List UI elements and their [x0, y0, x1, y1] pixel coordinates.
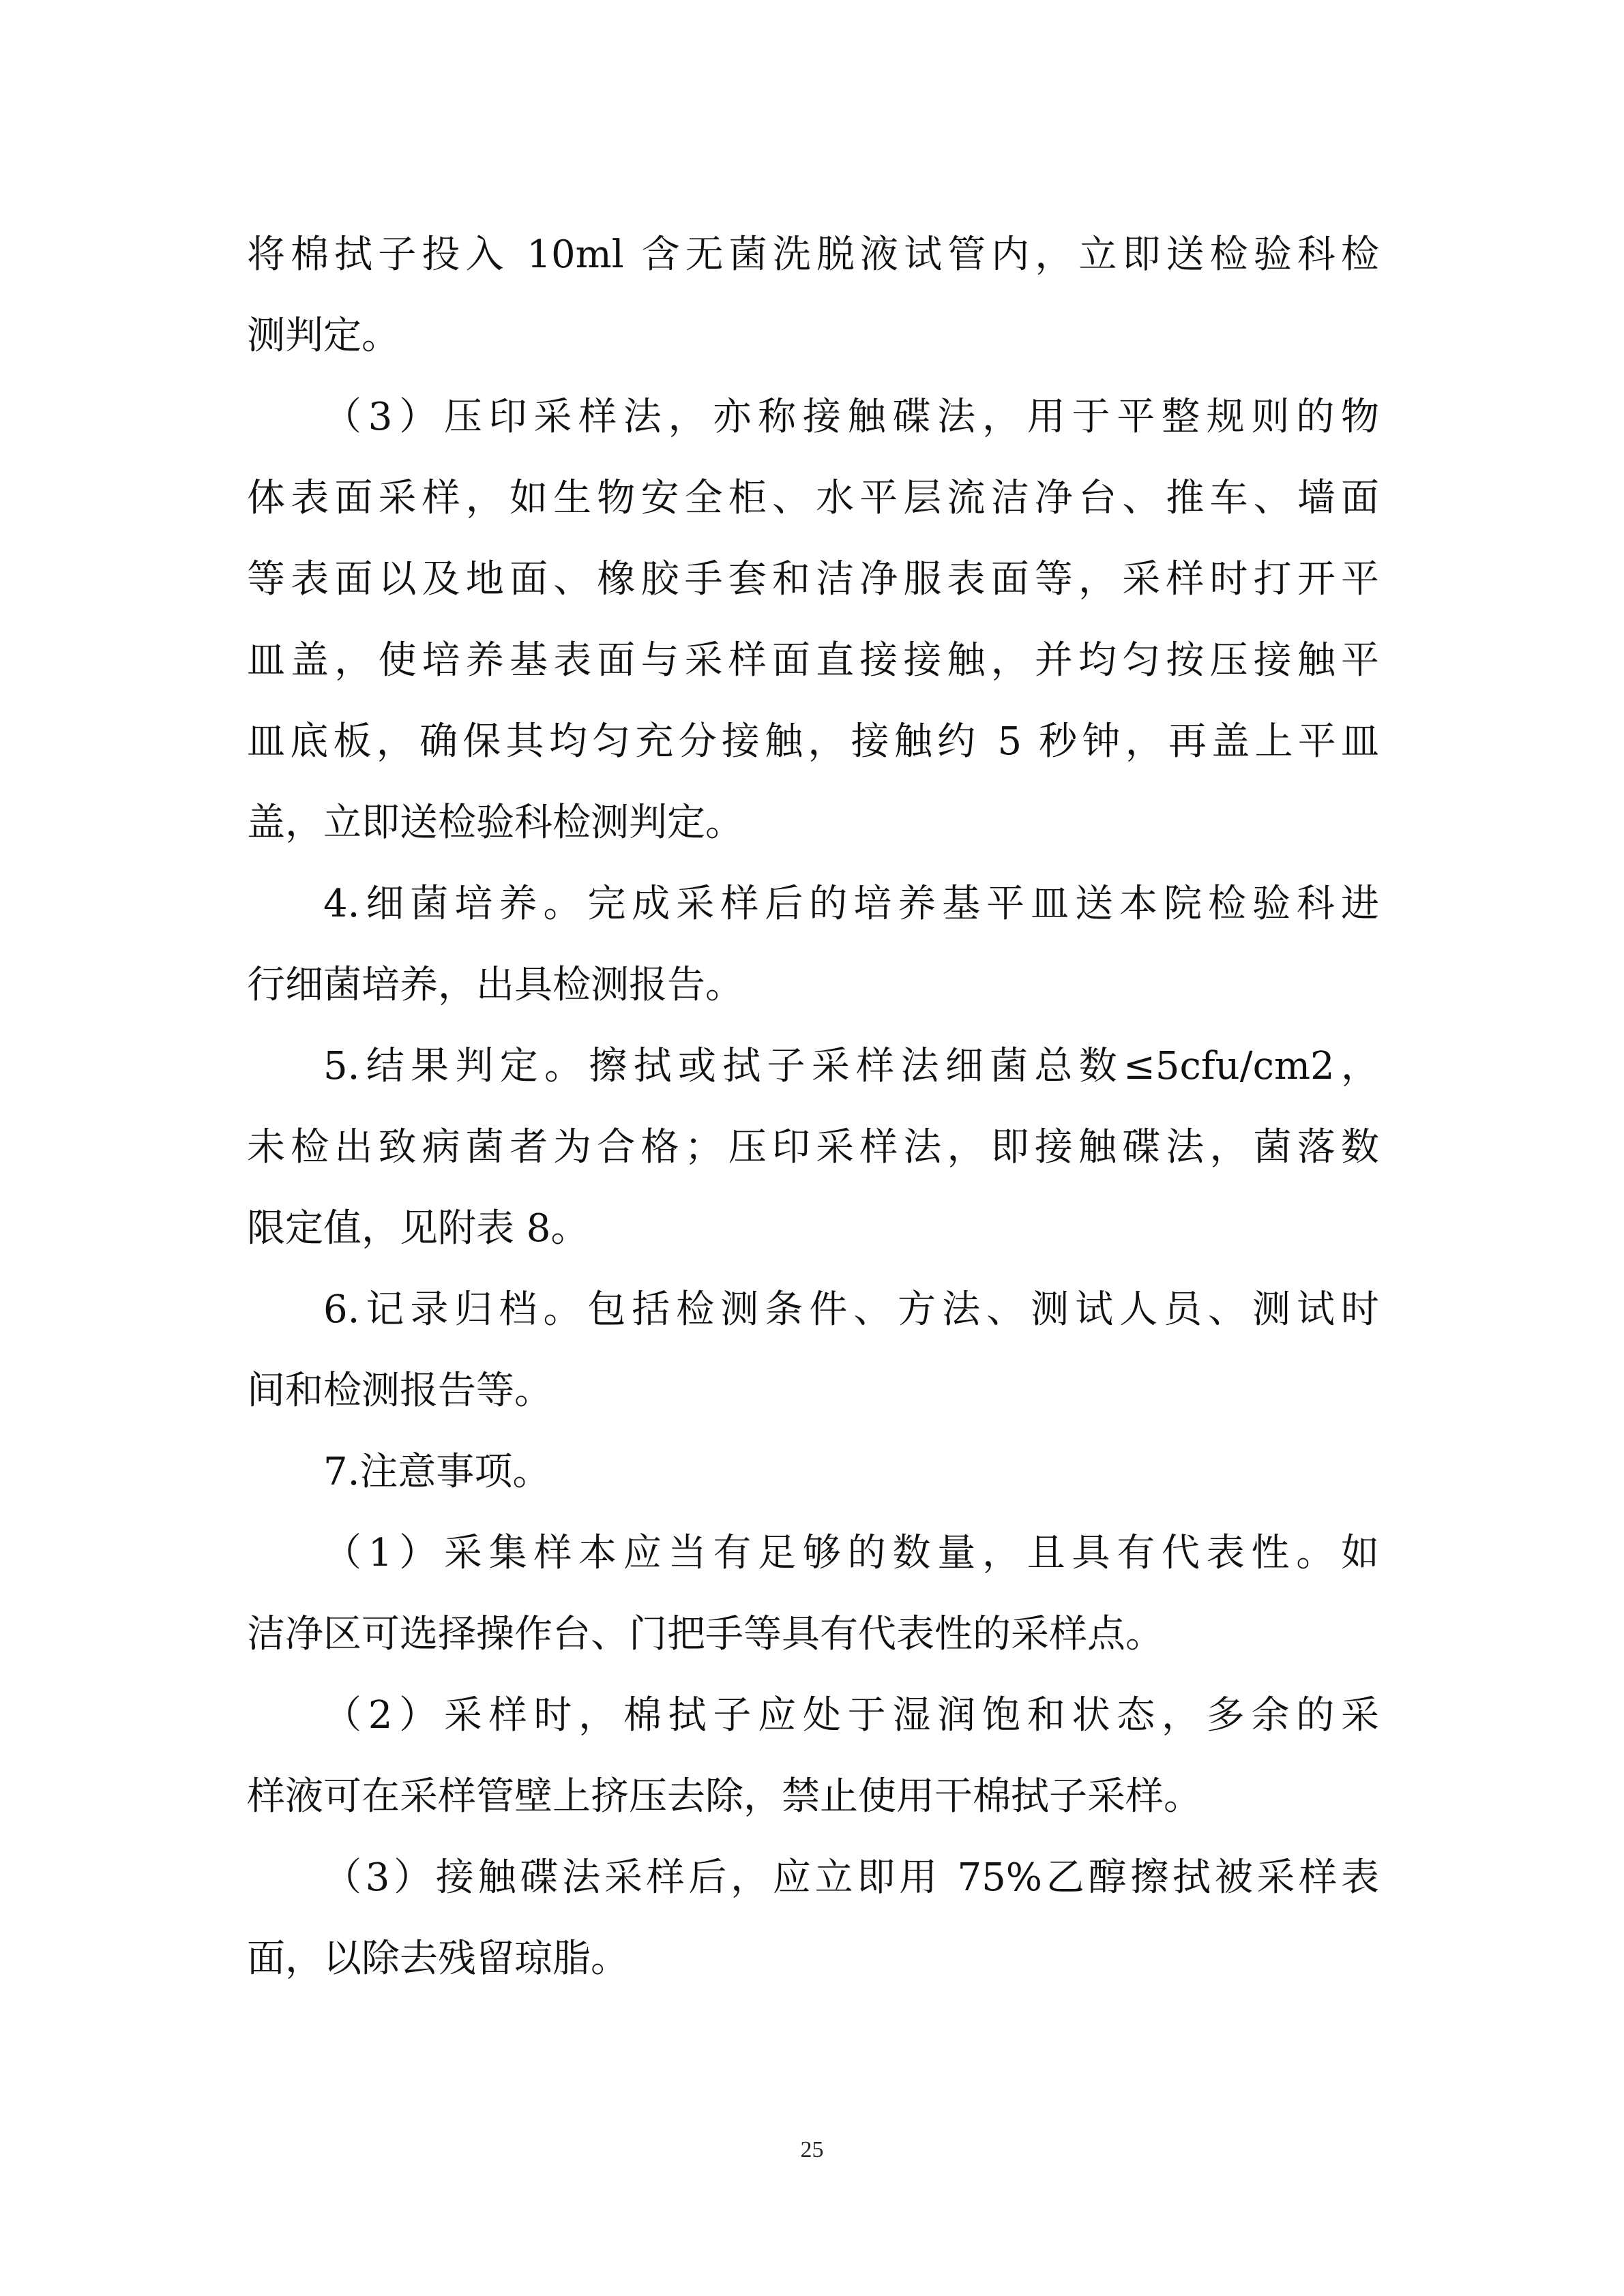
paragraph-line: 测判定。 — [247, 314, 400, 358]
paragraph-line: 样液可在采样管壁上挤压去除，禁止使用干棉拭子采样。 — [247, 1774, 1202, 1819]
paragraph-line: 体表面采样，如生物安全柜、水平层流洁净台、推车、墙面 — [247, 476, 1379, 520]
paragraph-line: （3）接触碟法采样后，应立即用 75%乙醇擦拭被采样表 — [323, 1855, 1379, 1900]
paragraph-line: 7.注意事项。 — [323, 1450, 551, 1494]
paragraph-line: 皿盖，使培养基表面与采样面直接接触，并均匀按压接触平 — [247, 638, 1379, 683]
paragraph-line: 间和检测报告等。 — [247, 1369, 552, 1413]
paragraph-line: 将棉拭子投入 10ml 含无菌洗脱液试管内，立即送检验科检 — [247, 233, 1379, 277]
paragraph-line: 皿底板，确保其均匀充分接触，接触约 5 秒钟，再盖上平皿 — [247, 719, 1379, 764]
body-text — [247, 214, 1379, 1999]
paragraph-line: 等表面以及地面、橡胶手套和洁净服表面等，采样时打开平 — [247, 557, 1379, 601]
paragraph-line: 4.细菌培养。完成采样后的培养基平皿送本院检验科进 — [323, 882, 1379, 926]
paragraph-line: 洁净区可选择操作台、门把手等具有代表性的采样点。 — [247, 1612, 1164, 1656]
paragraph-line: 限定值，见附表 8。 — [247, 1206, 589, 1251]
page-number: 25 — [800, 2137, 824, 2162]
paragraph-line: （1）采集样本应当有足够的数量，且具有代表性。如 — [323, 1531, 1379, 1575]
paragraph-line: 面，以除去残留琼脂。 — [247, 1937, 629, 1981]
paragraph-line: 行细菌培养，出具检测报告。 — [247, 963, 743, 1007]
paragraph-line: 盖，立即送检验科检测判定。 — [247, 801, 743, 845]
paragraph-line: 5.结果判定。擦拭或拭子采样法细菌总数≤5cfu/cm2， — [323, 1044, 1379, 1088]
paragraph-line: 未检出致病菌者为合格；压印采样法，即接触碟法，菌落数 — [247, 1125, 1379, 1169]
paragraph-line: 6.记录归档。包括检测条件、方法、测试人员、测试时 — [323, 1287, 1379, 1332]
paragraph-line: （2）采样时，棉拭子应处于湿润饱和状态，多余的采 — [323, 1693, 1379, 1738]
paragraph-line: （3）压印采样法，亦称接触碟法，用于平整规则的物 — [323, 395, 1379, 439]
